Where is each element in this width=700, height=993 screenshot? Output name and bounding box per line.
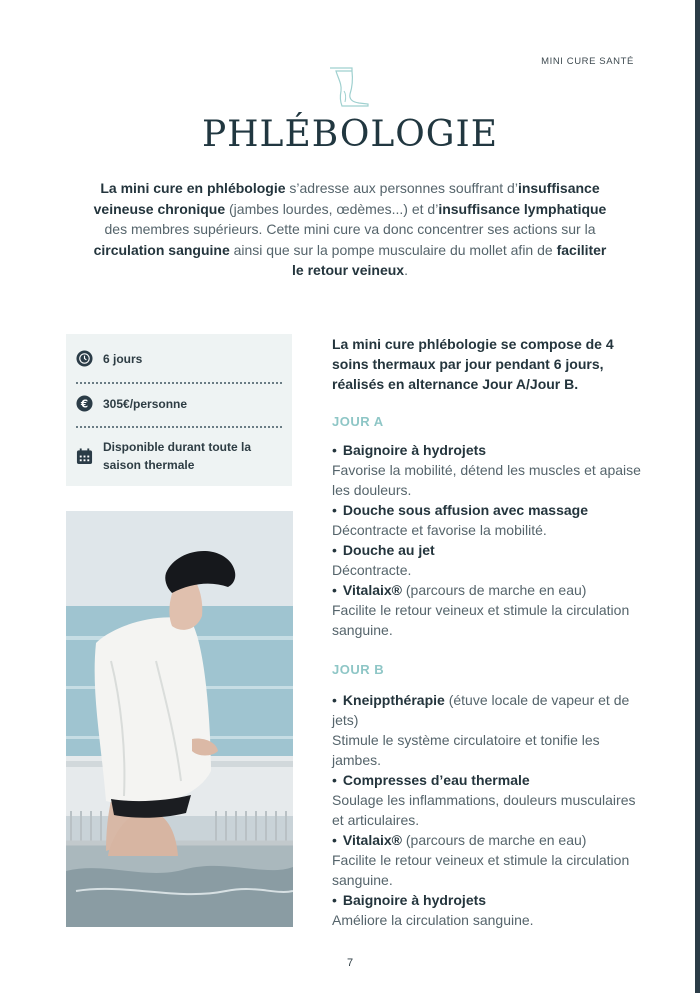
spa-photo <box>66 511 293 927</box>
care-name: Baignoire à hydrojets <box>342 892 487 908</box>
care-note: (parcours de marche en eau) <box>402 582 587 598</box>
care-name: Vitalaix® <box>342 832 402 848</box>
info-duration <box>76 350 282 368</box>
leg-icon <box>326 64 372 108</box>
info-price <box>76 395 282 413</box>
care-description: Facilite le retour veineux et stimule la circulation sanguine. <box>332 852 630 888</box>
care-item: • Vitalaix® (parcours de marche en eau) Facilite le retour veineux et stimule la circulation sanguine. <box>332 832 630 888</box>
care-item: • Douche au jet Décontracte. <box>332 542 435 578</box>
info-box <box>66 334 292 486</box>
care-description: Décontracte et favorise la mobilité. <box>332 522 547 538</box>
info-availability <box>76 438 282 474</box>
availability-text: Disponible durant toute la saison thermale <box>103 440 252 472</box>
care-name: Baignoire à hydrojets <box>342 442 487 458</box>
composition-text: La mini cure phlébologie se compose de 4 soins thermaux par jour pendant 6 jours, réalisés en alternance Jour A/Jour B. <box>332 336 614 392</box>
calendar-icon <box>76 448 93 465</box>
care-item: • Baignoire à hydrojets Favorise la mobilité, détend les muscles et apaise les douleurs. <box>332 442 641 498</box>
section-tag: MINI CURE SANTÉ <box>541 56 634 67</box>
dotted-divider <box>76 382 282 384</box>
page-title: PHLÉBOLOGIE <box>201 114 499 155</box>
intro-paragraph <box>90 178 610 281</box>
care-item: • Kneippthérapie (étuve locale de vapeur et de jets) Stimule le système circulatoire et tonifie les jambes. <box>332 692 630 768</box>
day-a-title: JOUR A <box>332 414 384 429</box>
euro-icon <box>76 395 93 412</box>
care-name: Compresses d’eau thermale <box>342 772 530 788</box>
care-description: Soulage les inflammations, douleurs musculaires et articulaires. <box>332 792 636 828</box>
intro-text-2: s’adresse aux personnes souffrant d’ <box>285 180 518 196</box>
care-item: • Douche sous affusion avec massage Décontracte et favorise la mobilité. <box>332 502 588 538</box>
intro-strong-1: La mini cure en phlébologie <box>100 180 286 196</box>
care-name: Vitalaix® <box>342 582 402 598</box>
care-item: • Compresses d’eau thermale Soulage les inflammations, douleurs musculaires et articulaires. <box>332 772 636 828</box>
care-item: • Baignoire à hydrojets Améliore la circulation sanguine. <box>332 892 534 928</box>
intro-text-8: ainsi que sur la pompe musculaire du mollet afin de <box>229 241 557 258</box>
care-note: (parcours de marche en eau) <box>402 832 587 848</box>
svg-text:€: € <box>80 398 89 411</box>
care-name: Douche sous affusion avec massage <box>342 502 588 518</box>
care-description: Décontracte. <box>332 562 412 578</box>
care-description: Stimule le système circulatoire et tonifie les jambes. <box>332 732 600 768</box>
clock-icon <box>76 350 93 367</box>
intro-strong-9: faciliter le retour veineux <box>292 241 607 278</box>
dotted-divider <box>76 426 282 428</box>
day-b-title: JOUR B <box>332 662 385 677</box>
intro-strong-7: circulation sanguine <box>93 241 230 258</box>
intro-text-6: des membres supérieurs. Cette mini cure va donc concentrer ses actions sur la <box>104 221 596 237</box>
intro-strong-3: insuffisance veineuse chronique <box>93 180 600 217</box>
price-text: 305€/personne <box>103 397 188 411</box>
care-name: Kneippthérapie <box>342 692 445 708</box>
intro-text-4: (jambes lourdes, œdèmes...) et d’ <box>225 200 439 217</box>
right-column <box>332 334 642 930</box>
intro-text-10: . <box>404 262 408 278</box>
page-number: 7 <box>346 957 354 969</box>
care-description: Favorise la mobilité, détend les muscles et apaise les douleurs. <box>332 462 641 498</box>
intro-strong-5: insuffisance lymphatique <box>438 200 607 217</box>
care-description: Améliore la circulation sanguine. <box>332 912 534 928</box>
care-name: Douche au jet <box>342 542 435 558</box>
care-note: (étuve locale de vapeur et de jets) <box>332 692 630 728</box>
duration-text: 6 jours <box>103 352 143 366</box>
care-description: Facilite le retour veineux et stimule la circulation sanguine. <box>332 602 630 638</box>
care-item: • Vitalaix® (parcours de marche en eau) Facilite le retour veineux et stimule la circulation sanguine. <box>332 582 630 638</box>
